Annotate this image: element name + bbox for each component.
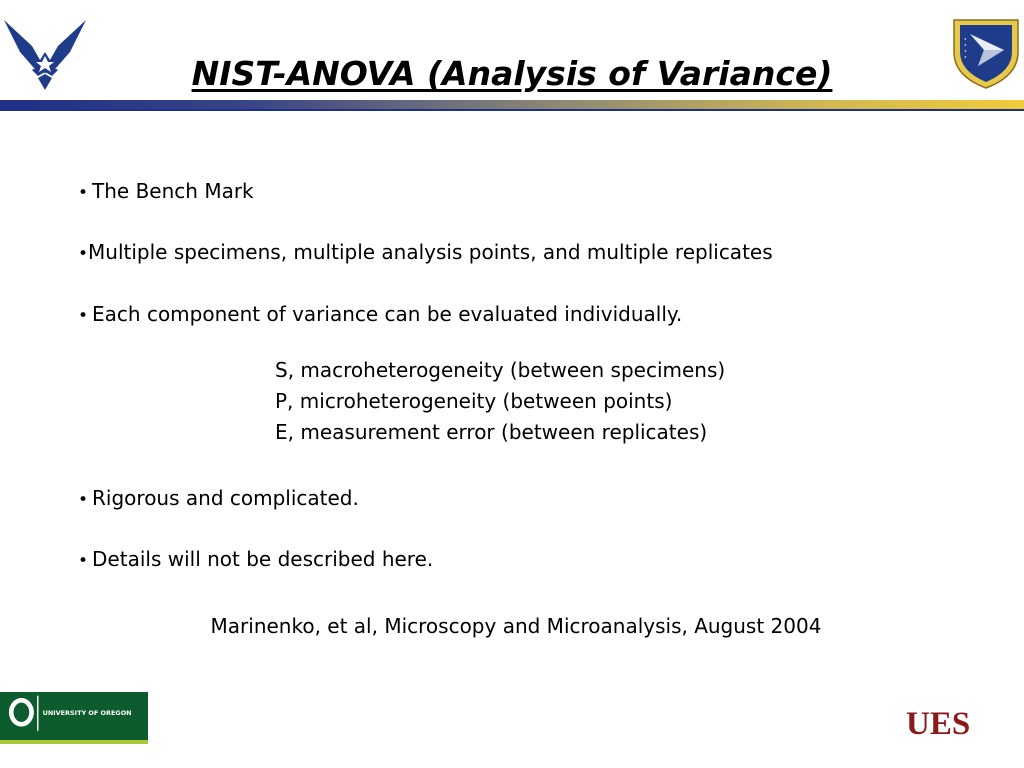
svg-text:UES: UES <box>906 706 971 742</box>
ues-logo <box>904 703 994 743</box>
bullet-marker: • <box>78 244 89 264</box>
bullet-text: The Bench Mark <box>92 179 254 203</box>
air-force-wings-logo <box>2 12 88 92</box>
bullet-item <box>78 179 254 203</box>
bullet-marker: • <box>78 490 89 510</box>
variance-component-points: P, microheterogeneity (between points) <box>275 389 673 413</box>
bullet-marker: • <box>78 306 89 326</box>
variance-component-replicates: E, measurement error (between replicates) <box>275 420 708 444</box>
variance-component-specimens: S, macroheterogeneity (between specimens) <box>275 358 726 382</box>
bullet-marker: • <box>78 183 89 203</box>
svg-text:★: ★ <box>964 49 967 53</box>
bullet-item <box>78 486 359 510</box>
bullet-text: Each component of variance can be evaluated individually. <box>92 302 683 326</box>
header-accent-bar <box>0 100 1024 109</box>
bullet-text: Multiple specimens, multiple analysis points, and multiple replicates <box>88 240 773 264</box>
svg-text:★: ★ <box>964 37 967 41</box>
bullet-marker: • <box>78 551 89 571</box>
svg-text:★: ★ <box>964 43 967 47</box>
header-accent-line <box>0 109 1024 111</box>
bullet-item <box>78 302 682 326</box>
bullet-text: Rigorous and complicated. <box>92 486 359 510</box>
bullet-text: Details will not be described here. <box>92 547 434 571</box>
bullet-item <box>78 547 433 571</box>
page-title: NIST-ANOVA (Analysis of Variance) <box>191 54 833 94</box>
svg-text:UNIVERSITY OF OREGON: UNIVERSITY OF OREGON <box>42 709 132 718</box>
bullet-item <box>78 240 773 264</box>
citation-reference: Marinenko, et al, Microscopy and Microanalysis, August 2004 <box>210 614 822 638</box>
svg-text:★: ★ <box>964 55 967 59</box>
air-force-research-laboratory-shield <box>948 14 1024 90</box>
university-of-oregon-logo <box>0 692 148 744</box>
